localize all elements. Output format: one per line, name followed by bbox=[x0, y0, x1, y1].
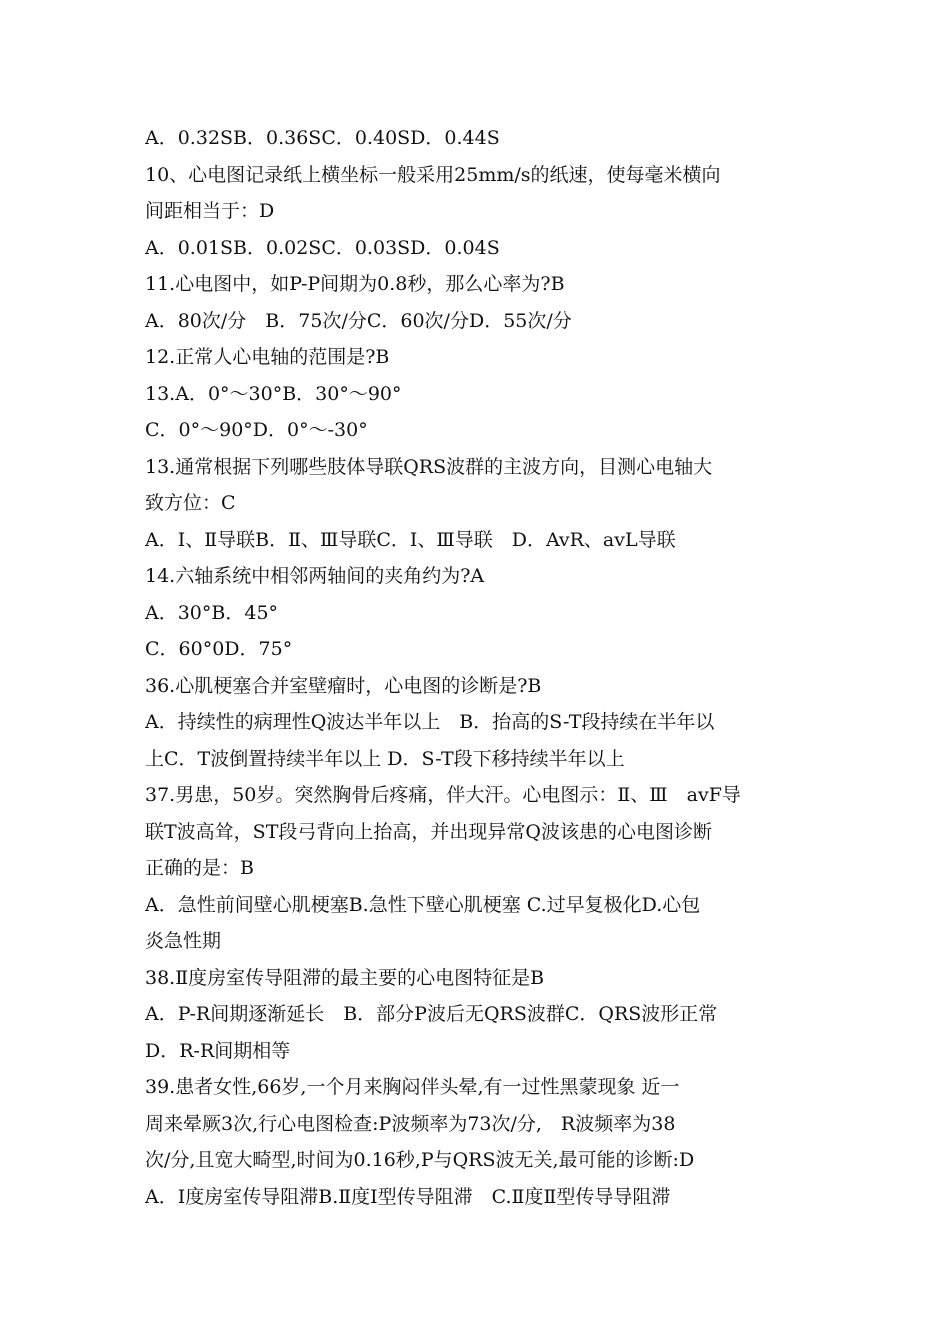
text-line: A．30°B．45° bbox=[145, 601, 279, 624]
text-line: A．0.32SB．0.36SC．0.40SD．0.44S bbox=[145, 127, 500, 149]
text-line: 10、心电图记录纸上横坐标一般采用25mm/s的纸速，使每毫米横向 bbox=[145, 163, 721, 186]
text-line: D．R-R间期相等 bbox=[145, 1039, 291, 1062]
text-line: A．Ⅰ、Ⅱ导联B．Ⅱ、Ⅲ导联C．Ⅰ、Ⅲ导联 D．AvR、avL导联 bbox=[145, 528, 676, 551]
text-line: 36.心肌梗塞合并室壁瘤时，心电图的诊断是?B bbox=[145, 674, 542, 697]
text-line: A．持续性的病理性Q波达半年以上 B．抬高的S-T段持续在半年以 bbox=[145, 711, 715, 733]
document-page bbox=[145, 120, 815, 1215]
text-line: 12.正常人心电轴的范围是?B bbox=[145, 346, 390, 368]
text-line: 14.六轴系统中相邻两轴间的夹角约为?A bbox=[145, 565, 485, 587]
text-line: A．Ⅰ度房室传导阻滞B.Ⅱ度Ⅰ型传导阻滞 C.Ⅱ度Ⅱ型传导导阻滞 bbox=[145, 1185, 671, 1208]
text-line: 37.男患，50岁。突然胸骨后疼痛，伴大汗。心电图示：Ⅱ、Ⅲ avF导 bbox=[145, 784, 741, 806]
text-line: 炎急性期 bbox=[145, 930, 222, 952]
text-line: 次/分,且宽大畸型,时间为0.16秒,P与QRS波无关,最可能的诊断:D bbox=[145, 1149, 695, 1171]
text-line: 39.患者女性,66岁,一个月来胸闷伴头晕,有一过性黑蒙现象 近一 bbox=[145, 1076, 680, 1098]
text-line: 38.Ⅱ度房室传导阻滞的最主要的心电图特征是B bbox=[145, 966, 545, 989]
text-line: 联T波高耸，ST段弓背向上抬高，并出现异常Q波该患的心电图诊断 bbox=[145, 820, 712, 843]
text-line: 间距相当于：D bbox=[145, 200, 275, 222]
text-line: 上C．T波倒置持续半年以上 D．S-T段下移持续半年以上 bbox=[145, 747, 625, 770]
text-line: 11.心电图中，如P-P间期为0.8秒，那么心率为?B bbox=[145, 273, 565, 295]
text-line: 13.通常根据下列哪些肢体导联QRS波群的主波方向，目测心电轴大 bbox=[145, 455, 713, 478]
text-line: A．急性前间壁心肌梗塞B.急性下壁心肌梗塞 C.过早复极化D.心包 bbox=[145, 893, 701, 916]
text-line: 13.A．0°～30°B．30°～90° bbox=[145, 382, 402, 405]
text-line: A．P-R间期逐渐延长 B．部分P波后无QRS波群C．QRS波形正常 bbox=[145, 1003, 718, 1025]
text-line: 致方位：C bbox=[145, 492, 236, 514]
text-line: A．80次/分 B．75次/分C．60次/分D．55次/分 bbox=[145, 309, 572, 332]
text-line: 周来晕厥3次,行心电图检查:P波频率为73次/分, R波频率为38 bbox=[145, 1112, 676, 1135]
text-line: C．60°0D．75° bbox=[145, 638, 293, 660]
text-line: C．0°～90°D．0°～-30° bbox=[145, 419, 368, 441]
text-line: 正确的是：B bbox=[145, 857, 254, 879]
text-line: A．0.01SB．0.02SC．0.03SD．0.04S bbox=[145, 236, 500, 259]
